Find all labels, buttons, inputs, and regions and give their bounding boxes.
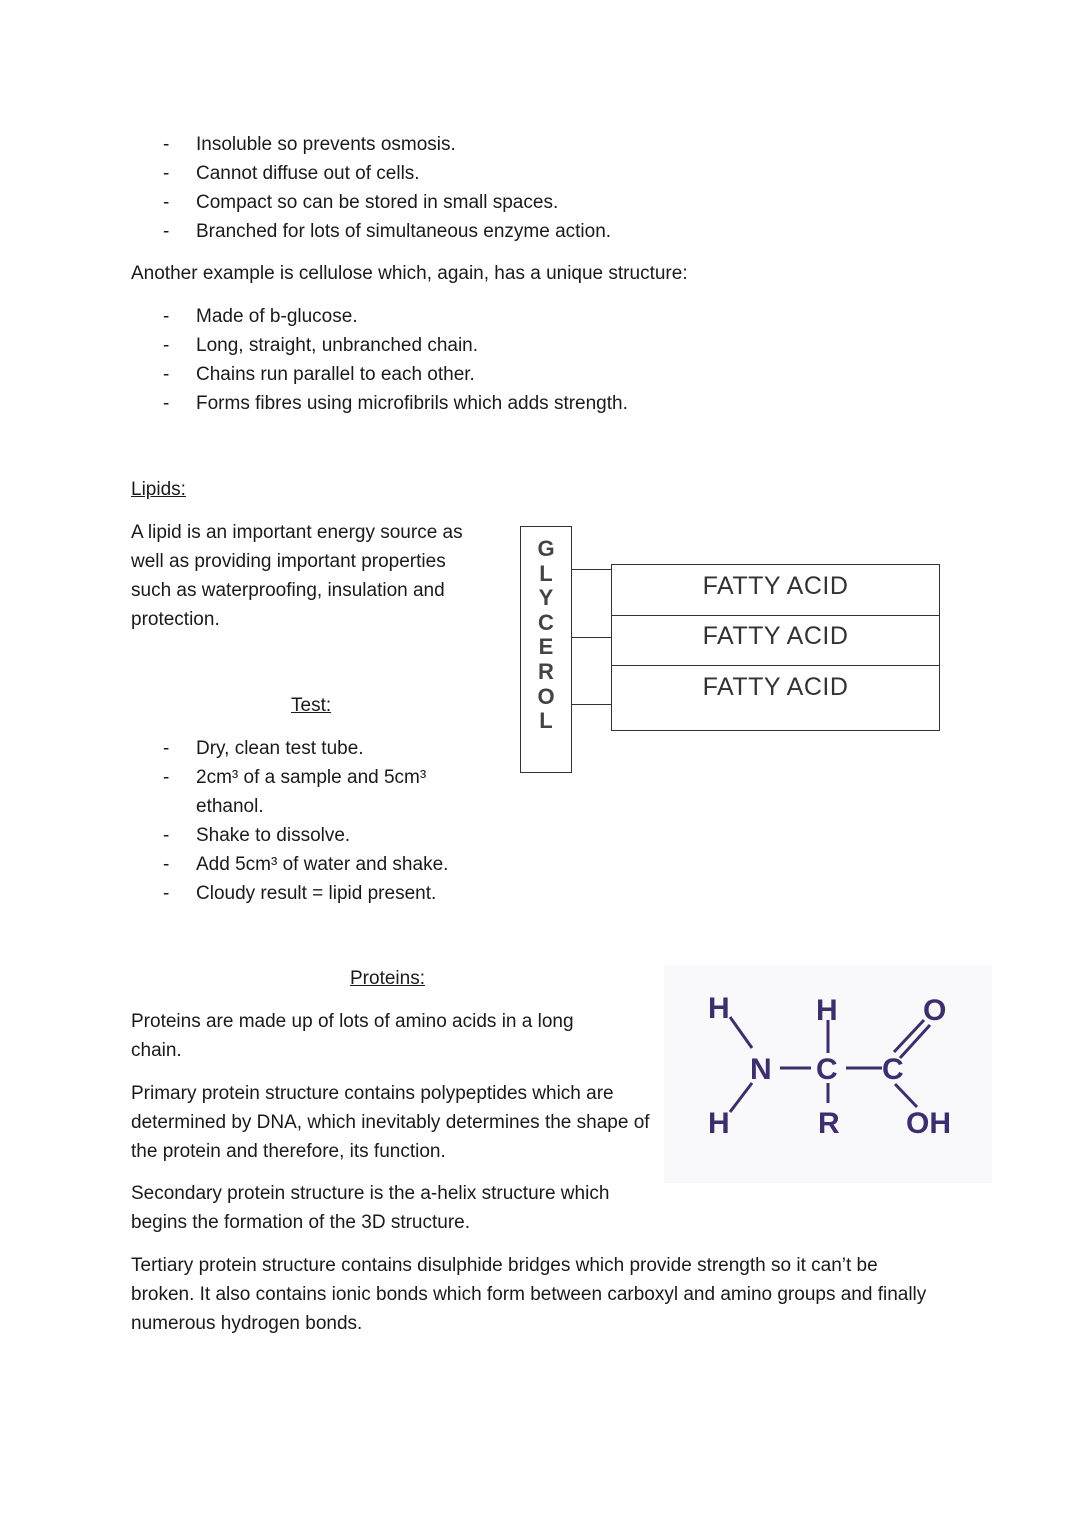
ester-bond-line — [572, 569, 612, 570]
list-item: - Made of b-glucose. — [131, 302, 628, 331]
atom-label: H — [708, 1107, 730, 1140]
list-item: - Compact so can be stored in small spaces. — [131, 188, 611, 217]
divider — [612, 615, 939, 616]
fatty-acid-box — [611, 564, 940, 731]
starch-properties-list — [131, 130, 611, 246]
list-item: - Chains run parallel to each other. — [131, 360, 628, 389]
tertiary-structure: Tertiary protein structure contains disulphide bridges which provide strength so it can’t be broken. It also contains ionic bonds which form between carboxyl and amino groups and finally numerous hydrogen bonds. — [131, 1255, 927, 1334]
list-item: - Cloudy result = lipid present. — [131, 879, 471, 908]
lipids-intro: A lipid is an important energy source as well as providing important properties such as waterproofing, insulation and protection. — [131, 522, 463, 630]
glycerol-letter: L — [539, 708, 553, 734]
atom-label: H — [816, 994, 838, 1027]
lipid-test-heading: Test: — [291, 695, 332, 716]
fatty-acid-label: FATTY ACID — [702, 673, 849, 701]
list-item: - Dry, clean test tube. — [131, 734, 471, 763]
atom-label: O — [923, 994, 947, 1027]
glycerol-letter: R — [538, 658, 554, 684]
atom-label: N — [750, 1053, 772, 1086]
list-item: - Forms fibres using microfibrils which adds strength. — [131, 389, 628, 418]
glycerol-letter: C — [538, 609, 554, 635]
ester-bond-line — [572, 704, 612, 705]
glycerol-letter: O — [537, 683, 555, 709]
list-item: - Cannot diffuse out of cells. — [131, 159, 611, 188]
bond-line — [730, 1017, 752, 1048]
glycerol-letter: L — [539, 560, 553, 586]
fatty-acid-label: FATTY ACID — [702, 622, 849, 650]
atom-label: OH — [906, 1107, 951, 1140]
secondary-structure: Secondary protein structure is the a-helix structure which begins the formation of the 3D structure. — [131, 1183, 610, 1233]
bond-line — [730, 1083, 752, 1112]
glycerol-label — [521, 537, 571, 734]
atom-label: C — [882, 1053, 904, 1086]
list-item: - Shake to dissolve. — [131, 821, 471, 850]
divider — [612, 665, 939, 666]
list-item: - Insoluble so prevents osmosis. — [131, 130, 611, 159]
list-item: - Add 5cm³ of water and shake. — [131, 850, 471, 879]
lipids-heading: Lipids: — [131, 479, 186, 500]
atom-label: R — [818, 1107, 840, 1140]
list-item: - 2cm³ of a sample and 5cm³ ethanol. — [131, 763, 471, 821]
proteins-heading: Proteins: — [350, 968, 425, 989]
primary-structure: Primary protein structure contains polypeptides which are determined by DNA, which inevitably determines the shape of the protein and therefore, its function. — [131, 1083, 650, 1162]
atom-label: H — [708, 992, 730, 1025]
glycerol-letter: Y — [538, 585, 554, 611]
ester-bond-line — [572, 637, 612, 638]
amino-acid-structure-diagram — [664, 965, 992, 1183]
glycerol-letter: E — [538, 634, 554, 660]
lipid-test-steps — [131, 734, 471, 908]
glycerol-box — [520, 526, 572, 773]
fatty-acid-label: FATTY ACID — [702, 572, 849, 600]
cellulose-intro: Another example is cellulose which, again, has a unique structure: — [131, 263, 688, 284]
glycerol-letter: G — [537, 536, 555, 561]
list-item: - Branched for lots of simultaneous enzyme action. — [131, 217, 611, 246]
cellulose-properties-list — [131, 302, 628, 418]
proteins-intro: Proteins are made up of lots of amino acids in a long chain. — [131, 1011, 574, 1061]
atom-label: C — [816, 1053, 838, 1086]
list-item: - Long, straight, unbranched chain. — [131, 331, 628, 360]
bond-line — [895, 1084, 917, 1107]
